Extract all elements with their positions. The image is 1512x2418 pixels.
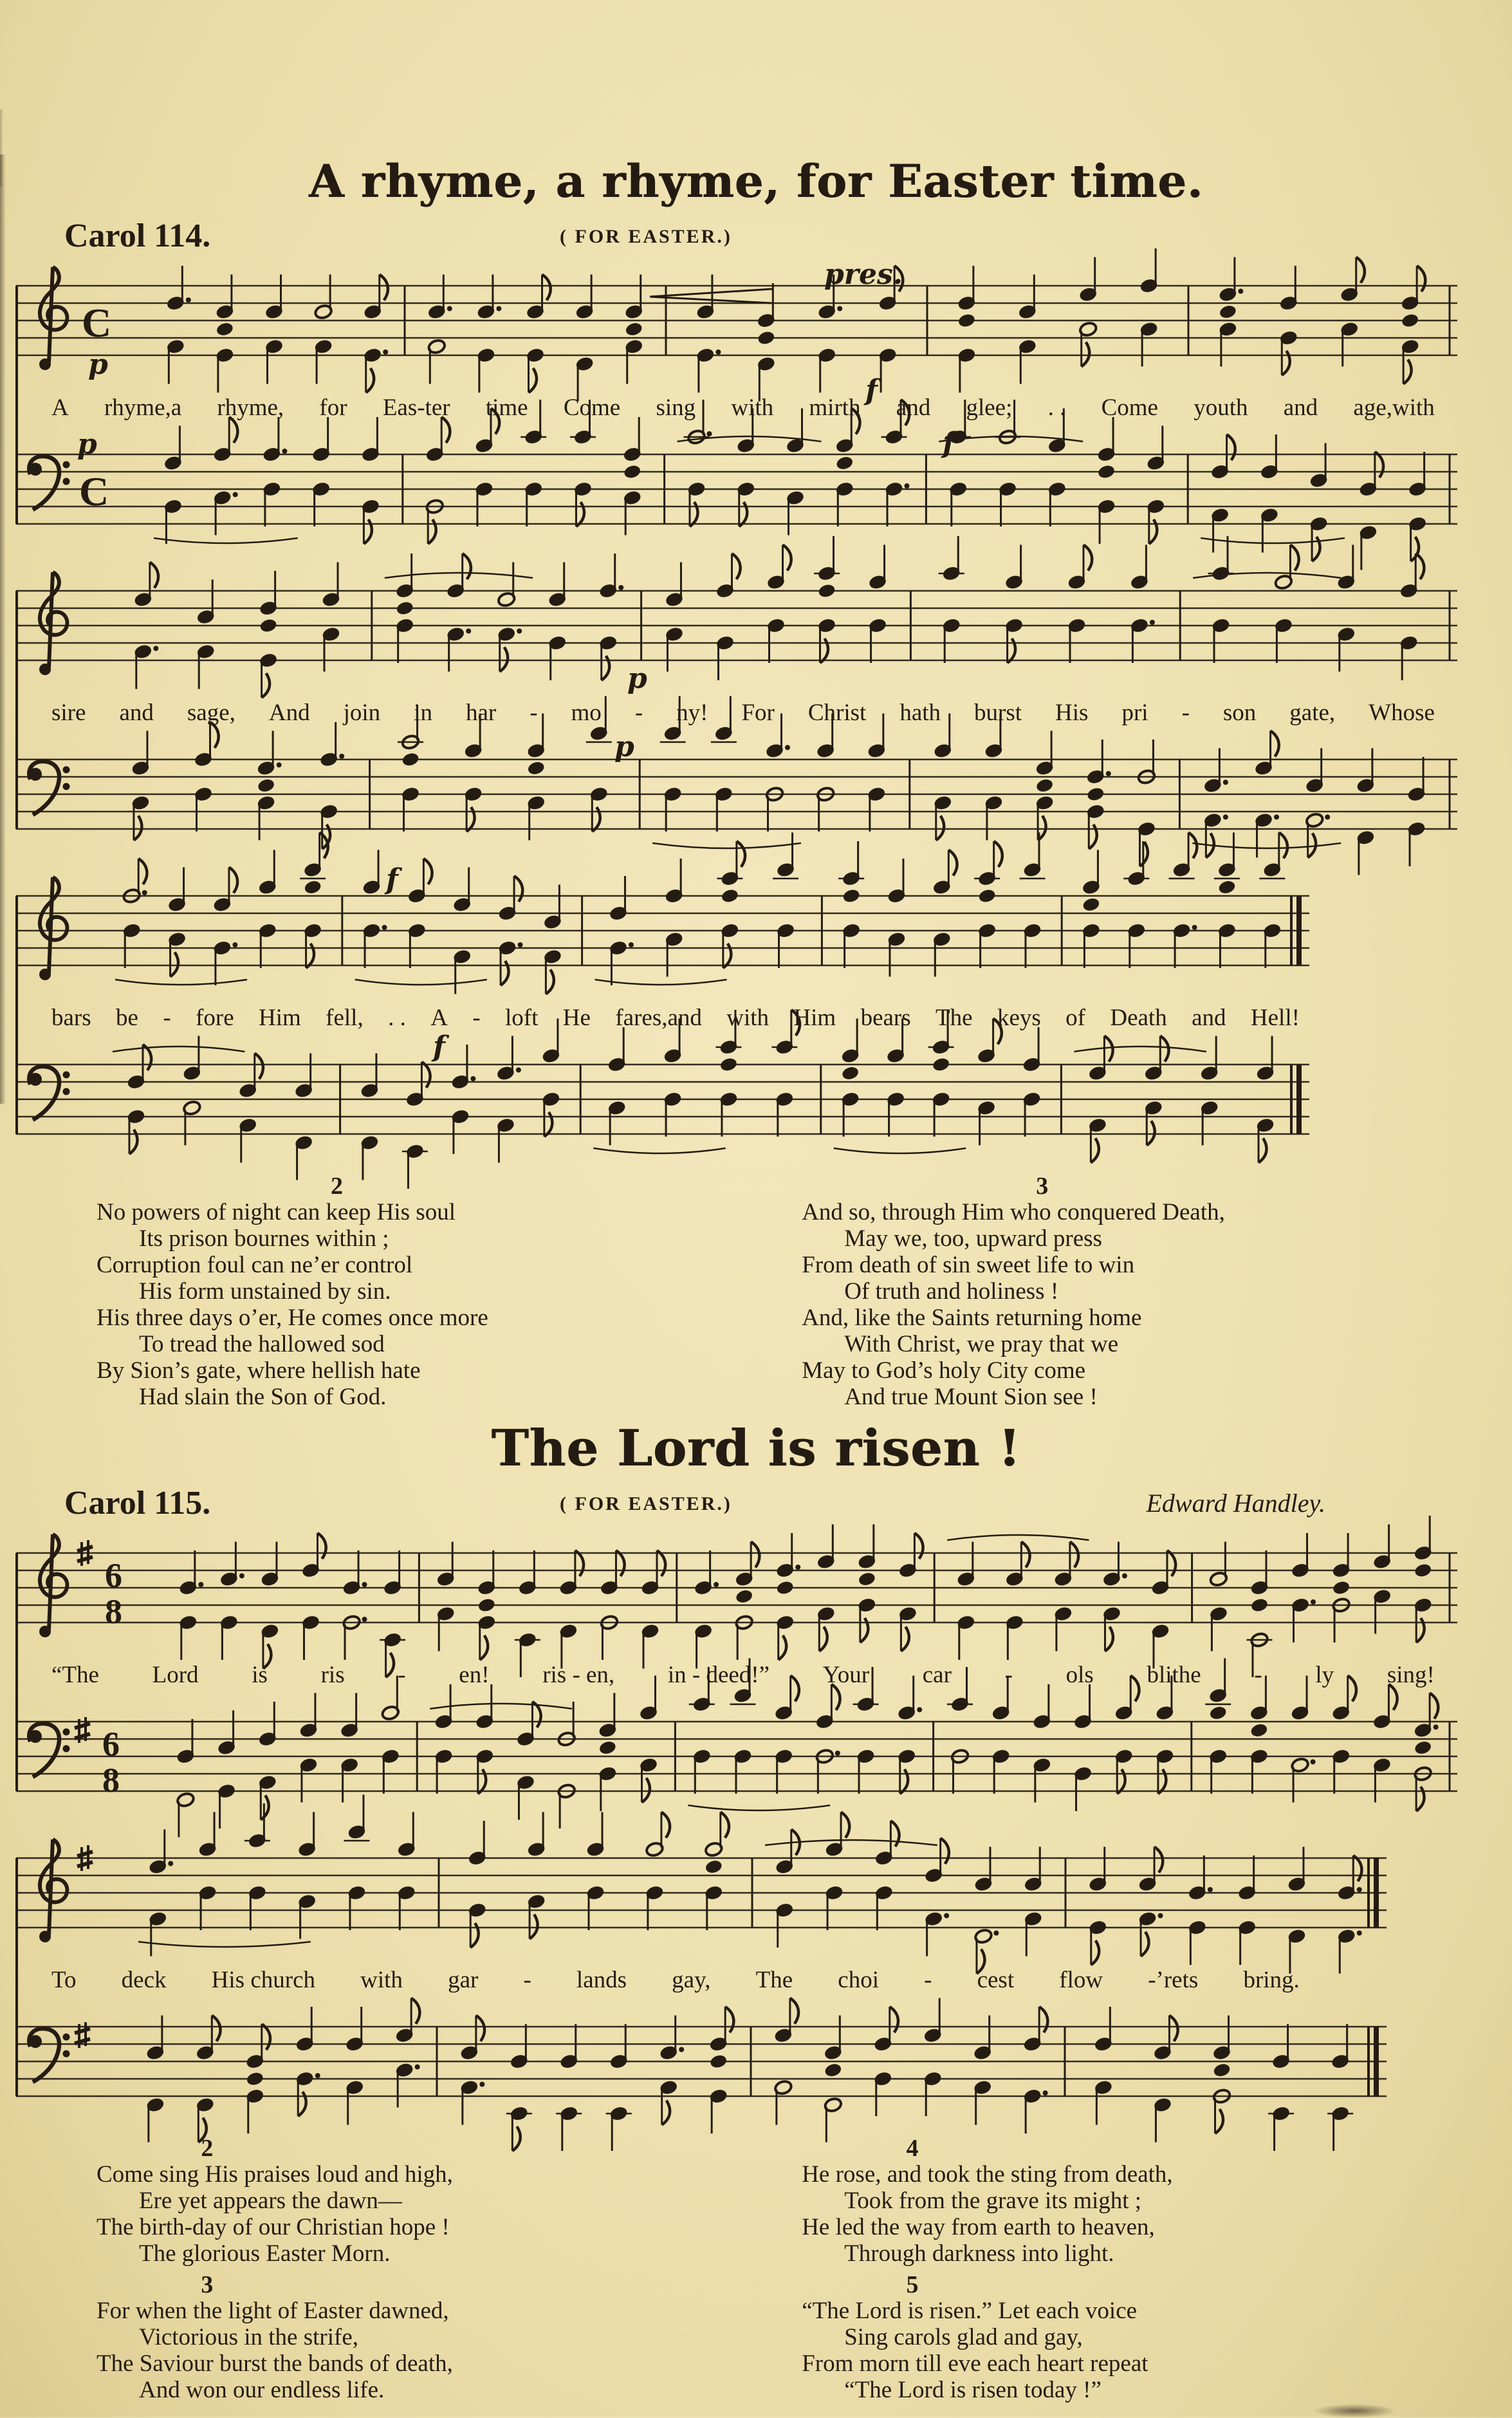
verse-line: And so, through Him who conquered Death, <box>802 1199 1225 1225</box>
verse-line: Of truth and holiness ! <box>844 1278 1059 1305</box>
carol-115-system-1 <box>0 1524 1512 1825</box>
lyric-syllable: sing <box>656 394 696 421</box>
lyric-syllable: son <box>1222 699 1257 726</box>
carol-115-verses <box>0 2134 1512 2403</box>
lyric-syllable: youth <box>1194 394 1248 421</box>
lyric-syllable: “The <box>51 1661 99 1688</box>
lyric-syllable: - <box>523 1966 531 1993</box>
lyric-syllable: - <box>924 1966 932 1993</box>
svg-text:8: 8 <box>102 1761 120 1800</box>
lyric-syllable: with <box>360 1966 403 1993</box>
carol-114-header <box>64 217 1454 257</box>
lyric-syllable: sire <box>51 699 86 726</box>
verse-line: Took from the grave its might ; <box>844 2188 1142 2214</box>
lyric-syllable: ny! <box>676 699 708 726</box>
lyric-syllable: choi <box>838 1966 879 1993</box>
verse-line: His three days o’er, He comes once more <box>97 1305 488 1331</box>
carol-115-verses-right <box>802 2135 1403 2403</box>
verse-line: From morn till eve each heart repeat <box>802 2350 1148 2377</box>
lyric-syllable: ris - en, <box>542 1661 615 1688</box>
lyric-syllable: and <box>119 699 154 726</box>
verse-line: Through darkness into light. <box>844 2240 1114 2267</box>
verse-number: 4 <box>906 2135 919 2162</box>
verse-line: He rose, and took the sting from death, <box>802 2161 1173 2188</box>
lyric-line <box>16 694 1512 730</box>
dynamic-p: p <box>77 428 97 461</box>
verse-line: Sing carols glad and gay, <box>844 2324 1083 2350</box>
carol-114-system-2 <box>0 562 1512 863</box>
lyric-syllable: And <box>268 699 310 726</box>
verse-2 <box>97 2135 453 2267</box>
svg-text:C: C <box>82 300 112 346</box>
lyric-syllable: hath <box>899 699 941 726</box>
verse-lines <box>97 2298 453 2403</box>
treble-staff <box>16 1829 1387 1962</box>
lyric-syllable: time <box>485 394 528 421</box>
verse-5 <box>802 2271 1148 2403</box>
carol-115-title: The Lord is risen ! <box>491 1419 1021 1478</box>
verse-line: The glorious Easter Morn. <box>139 2240 391 2267</box>
lyric-syllable: ris <box>320 1661 345 1688</box>
verse-number: 3 <box>201 2271 214 2298</box>
lyric-syllable: gate, <box>1289 699 1336 726</box>
svg-text:8: 8 <box>105 1592 122 1631</box>
carol-114-system-3 <box>0 863 1512 1168</box>
verse-line: Ere yet appears the dawn— <box>139 2188 402 2214</box>
lyric-syllable: sing! <box>1387 1661 1435 1688</box>
carol-115-section <box>0 1419 1512 2403</box>
lyric-syllable: har <box>465 699 497 726</box>
svg-text:6: 6 <box>102 1725 120 1763</box>
verse-line: From death of sin sweet life to win <box>802 1252 1135 1278</box>
verse-line: May we, too, upward press <box>844 1225 1102 1252</box>
lyric-syllable: mo <box>571 699 602 726</box>
verse-lines <box>97 2161 453 2267</box>
verse-line: Corruption foul can ne’er control <box>97 1252 413 1278</box>
verse-3 <box>97 2271 453 2403</box>
verse-line: He led the way from earth to heaven, <box>802 2214 1155 2240</box>
verse-number: 5 <box>906 2271 919 2298</box>
lyric-syllable: Your <box>822 1661 870 1688</box>
lyric-line <box>16 1000 1512 1036</box>
lyric-syllable: en! <box>459 1661 490 1688</box>
lyric-syllable: The <box>936 1004 973 1031</box>
lyric-syllable: bears <box>860 1004 911 1031</box>
verse-3 <box>802 1173 1403 1410</box>
lyric-syllable: glee; <box>966 394 1013 421</box>
lyric-syllable: His <box>1055 699 1089 726</box>
svg-text:6: 6 <box>105 1556 122 1595</box>
lyric-syllable: rhyme,a <box>104 394 182 421</box>
verse-line: The birth-day of our Christian hope ! <box>97 2214 450 2240</box>
lyric-syllable: Whose <box>1369 699 1435 726</box>
dynamic-f: f <box>433 1030 445 1063</box>
verse-line: No powers of night can keep His soul <box>97 1199 456 1225</box>
bass-staff <box>16 1693 1457 1825</box>
lyric-syllable: with <box>731 394 774 421</box>
lyric-syllable: Christ <box>807 699 867 726</box>
lyric-syllable: car <box>922 1661 952 1688</box>
verse-line: To tread the hallowed sod <box>139 1331 385 1357</box>
svg-text:C: C <box>79 469 109 514</box>
lyric-syllable: flow <box>1059 1966 1103 1993</box>
verse-lines <box>802 2298 1148 2403</box>
carol-114-verses <box>0 1172 1512 1410</box>
verse-2 <box>97 1173 697 1410</box>
verse-lines <box>97 1199 697 1410</box>
lyric-syllable: with <box>726 1004 770 1031</box>
lyric-syllable: ols <box>1065 1661 1094 1688</box>
carol-115-subtitle: ( FOR EASTER.) <box>560 1493 732 1514</box>
lyric-syllable: The <box>755 1966 793 1993</box>
verse-line: Victorious in the strife, <box>139 2324 358 2350</box>
lyric-syllable: Him <box>793 1004 836 1031</box>
treble-staff <box>16 1524 1457 1657</box>
carol-115-author: Edward Handley. <box>1146 1489 1325 1518</box>
lyric-syllable: keys <box>997 1004 1041 1031</box>
dynamic-p: p <box>627 662 647 695</box>
lyric-syllable: fore <box>196 1004 234 1031</box>
lyric-syllable: age,with <box>1353 394 1435 421</box>
lyric-syllable: mirth <box>809 394 861 421</box>
lyric-syllable: Death <box>1110 1004 1167 1031</box>
verse-line: “The Lord is risen today !” <box>844 2377 1102 2403</box>
lyric-syllable: fares,and <box>615 1004 702 1031</box>
dynamic-f: f <box>943 427 955 460</box>
carol-114-subtitle: ( FOR EASTER.) <box>560 226 732 247</box>
carol-115-system-2 <box>0 1829 1512 2130</box>
lyric-syllable: for <box>319 394 347 421</box>
lyric-syllable: - <box>1254 1661 1262 1688</box>
lyric-syllable: pri <box>1121 699 1148 726</box>
verse-line: By Sion’s gate, where hellish hate <box>97 1357 421 1384</box>
tempo-pres: pres. <box>824 258 903 291</box>
verse-line: Come sing His praises loud and high, <box>97 2161 453 2188</box>
lyric-syllable: To <box>51 1966 77 1993</box>
verse-line: And, like the Saints returning home <box>802 1305 1142 1331</box>
lyric-syllable: join <box>343 699 381 726</box>
carol-115-header <box>64 1484 1454 1524</box>
bass-staff <box>16 425 1457 558</box>
treble-staff <box>16 562 1457 694</box>
lyric-syllable: burst <box>974 699 1022 726</box>
treble-staff <box>16 863 1309 1000</box>
lyric-syllable: and <box>896 394 931 421</box>
lyric-syllable: - <box>1004 1661 1013 1688</box>
bass-staff <box>16 1036 1309 1168</box>
carol-114-system-1 <box>0 257 1512 558</box>
dynamic-p: p <box>614 730 634 763</box>
lyric-syllable: His church <box>211 1966 315 1993</box>
lyric-syllable: Lord <box>152 1661 199 1688</box>
lyric-syllable: bring. <box>1243 1966 1300 1993</box>
verse-4 <box>802 2135 1173 2267</box>
lyric-syllable: in <box>414 699 432 726</box>
lyric-syllable: and <box>1283 394 1318 421</box>
lyric-line <box>16 1962 1512 1998</box>
carol-115-number: Carol 115. <box>64 1485 211 1521</box>
lyric-syllable: For <box>741 699 775 726</box>
treble-staff <box>16 257 1457 389</box>
lyric-syllable: Eas-ter <box>382 394 450 421</box>
verse-line: And true Mount Sion see ! <box>844 1384 1098 1410</box>
lyric-syllable: . . <box>388 1004 406 1031</box>
lyric-syllable: of <box>1065 1004 1085 1031</box>
verse-line: “The Lord is risen.” Let each voice <box>802 2298 1138 2324</box>
carol-114-number: Carol 114. <box>64 218 211 254</box>
lyric-syllable: fell, <box>326 1004 364 1031</box>
lyric-line <box>16 389 1512 425</box>
lyric-syllable: Come <box>1101 394 1158 421</box>
lyric-syllable: - <box>1181 699 1190 726</box>
lyric-syllable: - <box>398 1661 406 1688</box>
dynamic-f: f <box>386 863 398 896</box>
lyric-line <box>16 1657 1512 1693</box>
dynamic-f: f <box>865 374 878 407</box>
verse-line: May to God’s holy City come <box>802 1357 1086 1384</box>
lyric-syllable: deck <box>121 1966 167 1993</box>
lyric-syllable: gay, <box>672 1966 711 1993</box>
lyric-syllable: - <box>472 1004 481 1031</box>
lyric-syllable: - <box>634 699 643 726</box>
bass-staff <box>16 1998 1387 2130</box>
lyric-syllable: He <box>562 1004 591 1031</box>
lyric-syllable: . . <box>1047 394 1066 421</box>
verse-line: With Christ, we pray that we <box>844 1331 1119 1357</box>
verse-line: Had slain the Son of God. <box>139 1384 387 1410</box>
verse-number: 2 <box>331 1173 344 1200</box>
carol-115-verses-left <box>97 2135 697 2403</box>
carol-114-section <box>0 154 1512 1410</box>
verse-number: 3 <box>1036 1173 1049 1200</box>
verse-line: His form unstained by sin. <box>139 1278 391 1305</box>
lyric-syllable: -’rets <box>1148 1966 1199 1993</box>
verse-number: 2 <box>201 2135 214 2162</box>
dynamic-p: p <box>88 348 108 381</box>
lyric-syllable: gar <box>448 1966 479 1993</box>
lyric-syllable: - <box>163 1004 171 1031</box>
lyric-syllable: and <box>1192 1004 1226 1031</box>
lyric-syllable: sage, <box>187 699 235 726</box>
verse-line: For when the light of Easter dawned, <box>97 2298 449 2324</box>
lyric-syllable: loft <box>505 1004 539 1031</box>
lyric-syllable: blithe <box>1147 1661 1201 1688</box>
lyric-syllable: rhyme, <box>217 394 284 421</box>
scan-artifact <box>1313 2404 1396 2418</box>
lyric-syllable: Come <box>563 394 621 421</box>
verse-lines <box>802 1199 1403 1410</box>
verse-lines <box>802 2161 1173 2267</box>
lyric-syllable: A <box>51 394 69 421</box>
lyric-syllable: in - deed!” <box>667 1661 770 1688</box>
lyric-syllable: Hell! <box>1250 1004 1300 1031</box>
carol-114-title: A rhyme, a rhyme, for Easter time. <box>308 154 1204 208</box>
lyric-syllable: ly <box>1315 1661 1334 1688</box>
lyric-syllable: lands <box>576 1966 627 1993</box>
lyric-syllable: A <box>430 1004 448 1031</box>
lyric-syllable: is <box>252 1661 268 1688</box>
lyric-syllable: - <box>530 699 538 726</box>
lyric-syllable: cest <box>977 1966 1015 1993</box>
lyric-syllable: be <box>116 1004 138 1031</box>
verse-line: Its prison bournes within ; <box>139 1225 389 1252</box>
verse-line: And won our endless life. <box>139 2377 385 2403</box>
lyric-syllable: Him <box>259 1004 301 1031</box>
verse-line: The Saviour burst the bands of death, <box>97 2350 453 2377</box>
lyric-syllable: bars <box>51 1004 91 1031</box>
